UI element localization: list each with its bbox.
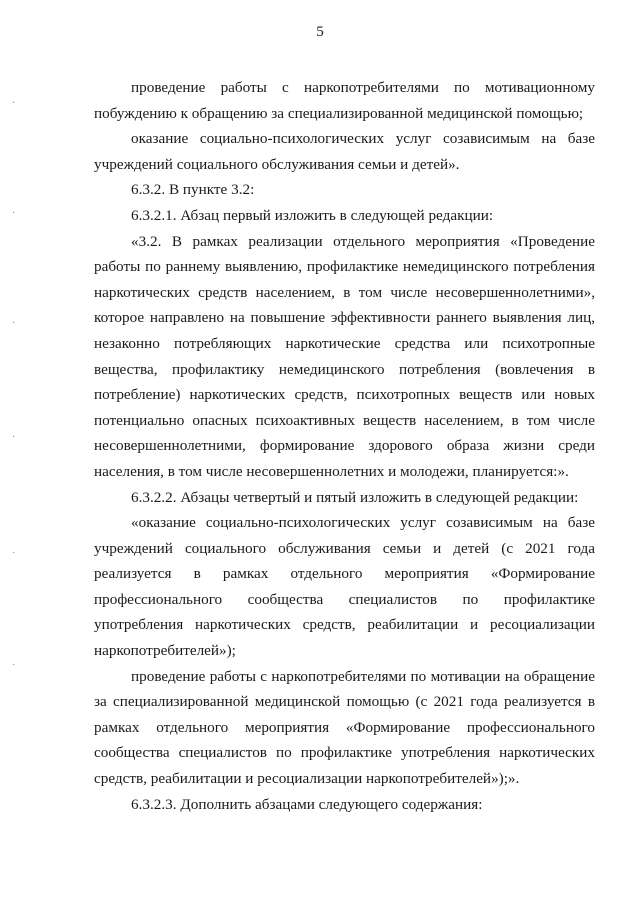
scan-mark: · bbox=[12, 548, 16, 559]
paragraph: оказание социально-психологических услуг созависимым на базе учреждений социального обслуживания семьи и детей». bbox=[94, 130, 595, 173]
scan-mark: · bbox=[12, 98, 16, 109]
scan-mark: · bbox=[12, 208, 16, 219]
paragraph: проведение работы с наркопотребителями по мотивационному побуждению к обращению за специализированной медицинской помощью; bbox=[94, 79, 595, 122]
paragraph: 6.3.2.2. Абзацы четвертый и пятый изложить в следующей редакции: bbox=[131, 488, 579, 506]
paragraph: «оказание социально-психологических услуг созависимым на базе учреждений социального обслуживания семьи и детей (с 2021 года реализуется в рамках отдельного мероприятия «Формирование профессионального сообщества специалистов по профилактике употребления наркотических средств, реабилитации и ресоциализации наркопотребителей»); bbox=[94, 514, 595, 660]
scan-mark: · bbox=[12, 318, 16, 329]
paragraph: 6.3.2.1. Абзац первый изложить в следующей редакции: bbox=[131, 206, 494, 224]
paragraph: проведение работы с наркопотребителями по мотивации на обращение за специализированной медицинской помощью (с 2021 года реализуется в рамках отдельного мероприятия «Формирование профессионального сообщества специалистов по профилактике употребления наркотических средств, реабилитации и ресоциализации наркопотребителей»);». bbox=[94, 667, 595, 788]
page-number: 5 bbox=[316, 24, 324, 40]
paragraph: «3.2. В рамках реализации отдельного мероприятия «Проведение работы по раннему выявлению, профилактике немедицинского потребления наркотических средств населением, в том числе несовершеннолетними», которое направлено на повышение эффективности раннего выявления лиц, незаконно потребляющих наркотические средства или психотропные вещества, профилактику немедицинского потребления (вовлечения в потребление) наркотических средств, психотропных веществ или новых потенциально опасных психоактивных веществ населением, в том числе несовершеннолетними, формирование здорового образа жизни среди населения, в том числе несовершеннолетних и молодежи, планируется:». bbox=[94, 232, 595, 480]
paragraph: 6.3.2. В пункте 3.2: bbox=[131, 181, 255, 199]
document-body bbox=[94, 75, 595, 817]
paragraph: 6.3.2.3. Дополнить абзацами следующего содержания: bbox=[131, 795, 483, 813]
scan-mark: · bbox=[12, 660, 16, 671]
scan-mark: · bbox=[12, 432, 16, 443]
